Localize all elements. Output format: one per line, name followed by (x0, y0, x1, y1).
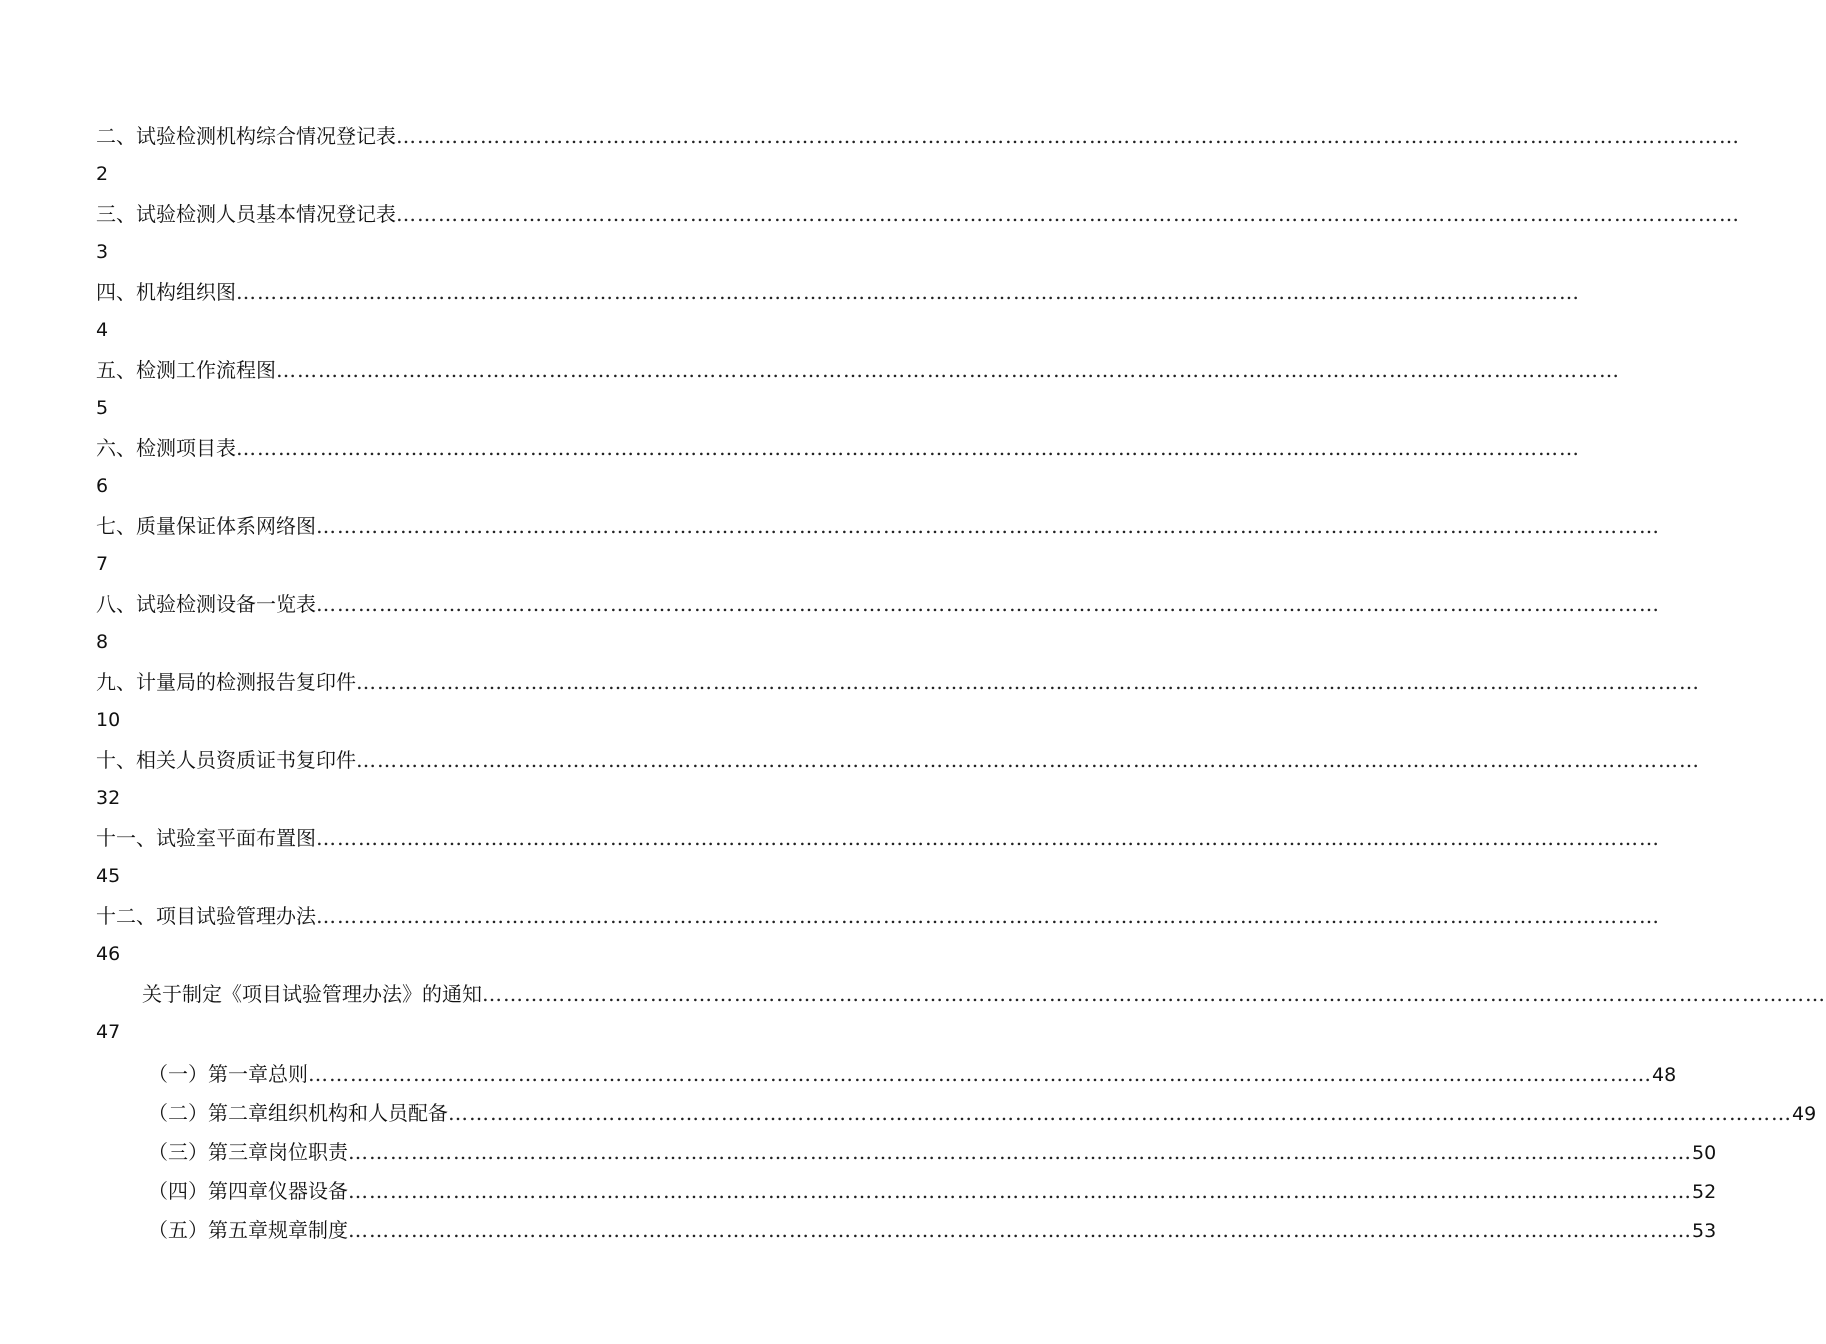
dot-leader: ………………………………………………………………………………………………………………………………………………………………………… (356, 748, 1700, 772)
toc-entry-page: 10 (96, 709, 121, 731)
toc-entry-page: 2 (96, 163, 109, 185)
toc-entry-title: 四、机构组织图 (96, 280, 236, 304)
subentry-page: 50 (1692, 1142, 1717, 1164)
toc-entry[interactable] (96, 198, 1740, 268)
subentry-page: 52 (1692, 1181, 1717, 1203)
dot-leader: ………………………………………………………………………………………………………………………………………………………………………… (356, 670, 1700, 694)
toc-entry-page: 45 (96, 865, 121, 887)
toc-entry-title: 九、计量局的检测报告复印件 (96, 670, 356, 694)
toc-entry-page: 3 (96, 241, 109, 263)
toc-entry[interactable] (96, 354, 1620, 424)
toc-entry[interactable] (96, 432, 1580, 502)
toc-subentry[interactable] (148, 1058, 1677, 1090)
toc-entry-page: 32 (96, 787, 121, 809)
dot-leader: ………………………………………………………………………………………………………………………………………………………………………… (316, 514, 1660, 538)
toc-entry[interactable] (96, 510, 1660, 580)
toc-subentry[interactable] (148, 1136, 1717, 1168)
dot-leader: ………………………………………………………………………………………………………………………………………………………………………… (348, 1140, 1692, 1164)
toc-entry[interactable] (96, 900, 1660, 970)
subentry-label: （一） (148, 1062, 208, 1086)
toc-entry-page: 7 (96, 553, 109, 575)
subentry-label: （三） (148, 1140, 208, 1164)
toc-subentry[interactable] (148, 1214, 1717, 1246)
toc-subentry[interactable] (148, 1097, 1817, 1129)
dot-leader: ………………………………………………………………………………………………………………………………………………………………………… (276, 358, 1620, 382)
dot-leader: ………………………………………………………………………………………………………………………………………………………………………… (396, 202, 1740, 226)
toc-entry[interactable] (96, 744, 1700, 814)
dot-leader: ………………………………………………………………………………………………………………………………………………………………………… (348, 1218, 1692, 1242)
toc-entry-page: 8 (96, 631, 109, 653)
subentry-chapter: 第三章 (208, 1140, 268, 1164)
subentry-chapter: 第一章 (208, 1062, 268, 1086)
subentry-label: （四） (148, 1179, 208, 1203)
subentry-title: 岗位职责 (268, 1140, 348, 1164)
subentry-title: 组织机构和人员配备 (268, 1101, 448, 1125)
dot-leader: ………………………………………………………………………………………………………………………………………………………………………… (482, 982, 1826, 1006)
toc-entry-title: 八、试验检测设备一览表 (96, 592, 316, 616)
toc-entry-title: 二、试验检测机构综合情况登记表 (96, 124, 396, 148)
toc-entry-title: 十二、项目试验管理办法 (96, 904, 316, 928)
subentry-chapter: 第四章 (208, 1179, 268, 1203)
toc-entry-page: 47 (96, 1021, 121, 1043)
subentry-page: 48 (1652, 1064, 1677, 1086)
subentry-label: （五） (148, 1218, 208, 1242)
toc-entry-title: 三、试验检测人员基本情况登记表 (96, 202, 396, 226)
dot-leader: ………………………………………………………………………………………………………………………………………………………………………… (316, 592, 1660, 616)
dot-leader: ………………………………………………………………………………………………………………………………………………………………………… (308, 1062, 1652, 1086)
toc-subentry[interactable] (148, 1175, 1717, 1207)
toc-entry[interactable] (96, 276, 1580, 346)
toc-entry-page: 6 (96, 475, 109, 497)
subentry-chapter: 第二章 (208, 1101, 268, 1125)
dot-leader: ………………………………………………………………………………………………………………………………………………………………………… (396, 124, 1740, 148)
toc-entry-notice[interactable] (96, 978, 1826, 1048)
subentry-title: 仪器设备 (268, 1179, 348, 1203)
toc-entry[interactable] (96, 120, 1740, 190)
toc-entry-title: 五、检测工作流程图 (96, 358, 276, 382)
subentry-label: （二） (148, 1101, 208, 1125)
subentry-title: 总则 (268, 1062, 308, 1086)
dot-leader: ………………………………………………………………………………………………………………………………………………………………………… (316, 826, 1660, 850)
subentry-chapter: 第五章 (208, 1218, 268, 1242)
toc-entry[interactable] (96, 588, 1660, 658)
dot-leader: ………………………………………………………………………………………………………………………………………………………………………… (236, 436, 1580, 460)
toc-entry-title: 关于制定《项目试验管理办法》的通知 (142, 982, 482, 1006)
toc-entry-title: 六、检测项目表 (96, 436, 236, 460)
toc-entry-title: 十、相关人员资质证书复印件 (96, 748, 356, 772)
dot-leader: ………………………………………………………………………………………………………………………………………………………………………… (316, 904, 1660, 928)
toc-entry-title: 七、质量保证体系网络图 (96, 514, 316, 538)
subentry-page: 53 (1692, 1220, 1717, 1242)
toc-entry-page: 4 (96, 319, 109, 341)
toc-entry[interactable] (96, 822, 1660, 892)
toc-entry[interactable] (96, 666, 1700, 736)
toc-entry-title: 十一、试验室平面布置图 (96, 826, 316, 850)
dot-leader: ………………………………………………………………………………………………………………………………………………………………………… (236, 280, 1580, 304)
subentry-title: 规章制度 (268, 1218, 348, 1242)
toc-entry-page: 46 (96, 943, 121, 965)
subentry-page: 49 (1792, 1103, 1817, 1125)
dot-leader: ………………………………………………………………………………………………………………………………………………………………………… (448, 1101, 1792, 1125)
toc-entry-page: 5 (96, 397, 109, 419)
dot-leader: ………………………………………………………………………………………………………………………………………………………………………… (348, 1179, 1692, 1203)
